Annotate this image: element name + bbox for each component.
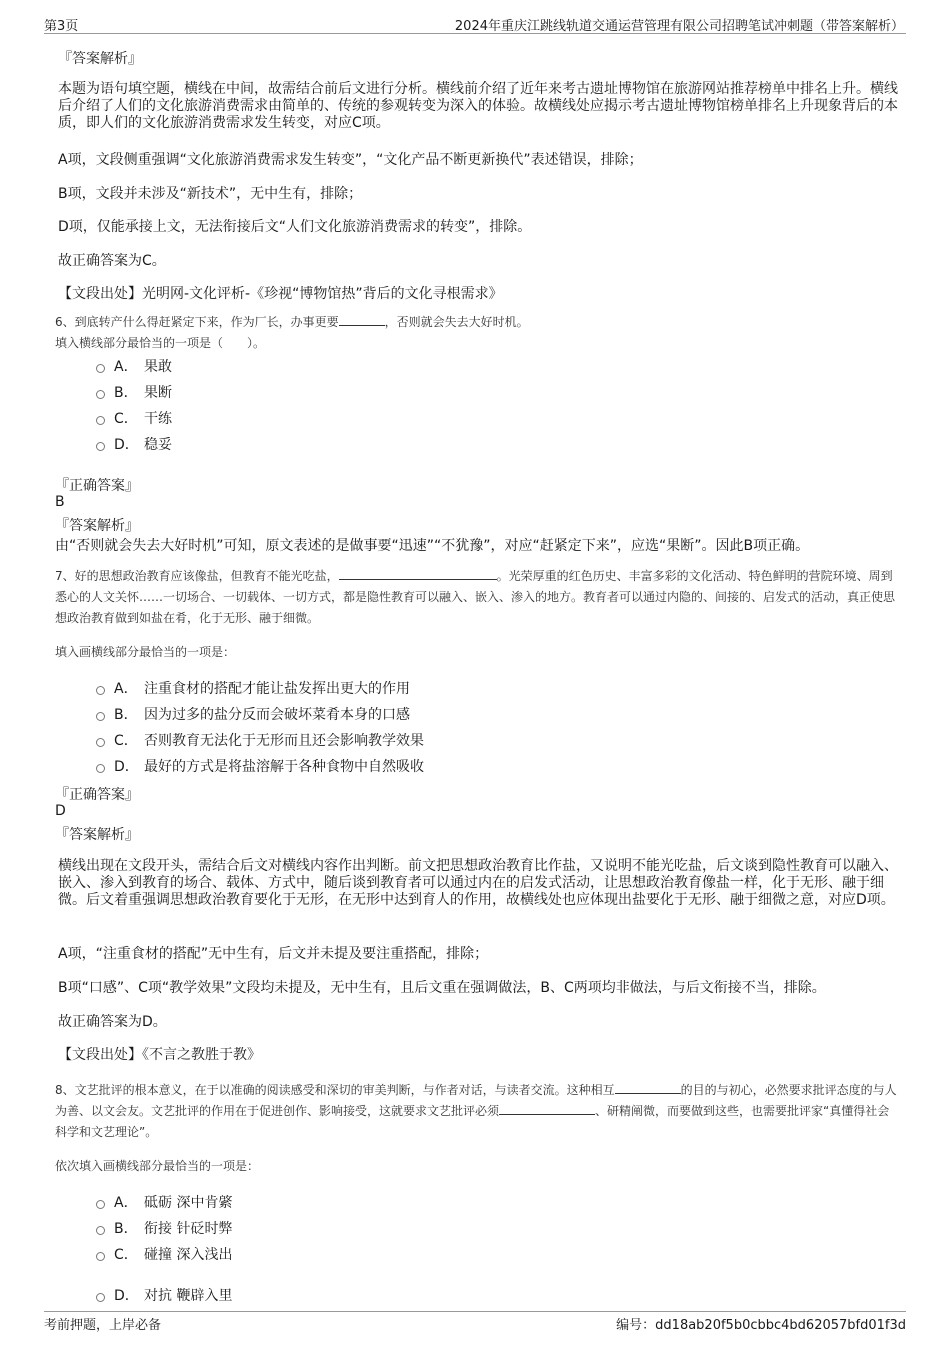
q5-analysis-p1: 本题为语句填空题，横线在中间，故需结合前后文进行分析。横线前介绍了近年来考古遗址博物馆在旅游网站推荐榜单中排名上升。横线后介绍了人们的文化旅游消费需求由简单的、传统的参观转变为深入的体验。故横线处应揭示考古遗址博物馆榜单排名上升现象背后的本质，即人们的文化旅游消费需求发生转变，对应C项。 <box>58 81 898 131</box>
q5-analysis-p2: A项，文段侧重强调“文化旅游消费需求发生转变”，“文化产品不断更新换代”表述错误，排除； <box>58 152 643 168</box>
q6-stem: 6、到底转产什么得赶紧定下来，作为厂长，办事更要 ，否则就会失去大好时机。 <box>55 312 900 333</box>
q6-option-b[interactable]: B． 果断 <box>96 382 172 402</box>
q5-analysis-label: 『答案解析』 <box>58 51 142 67</box>
radio-icon[interactable] <box>96 364 105 373</box>
q6-blank <box>339 312 385 326</box>
q6-correct-label: 『正确答案』 <box>55 478 139 494</box>
q6-instruction: 填入横线部分最恰当的一项是（ ）。 <box>55 336 266 350</box>
q8-option-c[interactable]: C． 碰撞 深入浅出 <box>96 1244 232 1264</box>
q8-option-d[interactable]: D． 对抗 鞭辟入里 <box>96 1285 232 1305</box>
page-number: 第3页 <box>44 19 79 34</box>
q7-option-a[interactable]: A． 注重食材的搭配才能让盐发挥出更大的作用 <box>96 678 410 698</box>
footer-divider <box>44 1311 906 1312</box>
q7-analysis-label: 『答案解析』 <box>55 827 139 843</box>
q5-analysis-p3: B项，文段并未涉及“新技术”，无中生有，排除； <box>58 186 363 202</box>
q7-instruction: 填入画横线部分最恰当的一项是： <box>55 645 236 659</box>
q7-analysis-p2: A项，“注重食材的搭配”无中生有，后文并未提及要注重搭配，排除； <box>58 946 489 962</box>
q6-option-a[interactable]: A． 果敢 <box>96 356 172 376</box>
radio-icon[interactable] <box>96 1252 105 1261</box>
q7-option-c[interactable]: C． 否则教育无法化于无形而且还会影响教学效果 <box>96 730 424 750</box>
q7-correct-answer: D <box>55 803 66 819</box>
footer-slogan: 考前押题，上岸必备 <box>44 1318 162 1333</box>
q7-correct-label: 『正确答案』 <box>55 787 139 803</box>
q6-analysis: 由“否则就会失去大好时机”可知，原文表述的是做事要“迅速”“不犹豫”，对应“赶紧定下来”，应选“果断”。因此B项正确。 <box>55 538 810 554</box>
document-title: 2024年重庆江跳线轨道交通运营管理有限公司招聘笔试冲刺题（带答案解析） <box>454 19 904 34</box>
q7-source: 【文段出处】《不言之教胜于教》 <box>58 1047 261 1063</box>
q6-analysis-label: 『答案解析』 <box>55 518 139 534</box>
q8-blank-2 <box>499 1101 595 1115</box>
q5-analysis-p4: D项，仅能承接上文，无法衔接后文“人们文化旅游消费需求的转变”，排除。 <box>58 219 532 235</box>
q8-blank-1 <box>615 1080 681 1094</box>
radio-icon[interactable] <box>96 1293 105 1302</box>
header-divider <box>44 33 906 34</box>
radio-icon[interactable] <box>96 686 105 695</box>
footer-doc-id: 编号：dd18ab20f5b0cbbc4bd62057bfd01f3d <box>616 1318 906 1333</box>
q6-option-d[interactable]: D． 稳妥 <box>96 434 172 454</box>
q7-analysis-p4: 故正确答案为D。 <box>58 1014 167 1030</box>
q7-analysis-p1: 横线出现在文段开头，需结合后文对横线内容作出判断。前文把思想政治教育比作盐，又说明不能光吃盐，后文谈到隐性教育可以融入、嵌入、渗入到教育的场合、载体、方式中，随后谈到教育者可以通过内在的启发式活动，让思想政治教育像盐一样，化于无形、融于细微。后文着重强调思想政治教育要化于无形，在无形中达到育人的作用，故横线处也应体现出盐要化于无形、融于细微之意，对应D项。 <box>58 858 898 908</box>
q8-option-a[interactable]: A． 砥砺 深中肯綮 <box>96 1192 232 1212</box>
radio-icon[interactable] <box>96 1200 105 1209</box>
q7-option-b[interactable]: B． 因为过多的盐分反而会破坏菜肴本身的口感 <box>96 704 410 724</box>
q6-option-c[interactable]: C． 干练 <box>96 408 172 428</box>
radio-icon[interactable] <box>96 416 105 425</box>
radio-icon[interactable] <box>96 390 105 399</box>
q7-stem: 7、好的思想政治教育应该像盐，但教育不能光吃盐， 。光荣厚重的红色历史、丰富多彩的文化活动、特色鲜明的营院环境、周到悉心的人文关怀……一切场合、一切载体、一切方式，都是隐性教育可以融入、嵌入、渗入的地方。教育者可以通过内隐的、间接的、启发式的活动，真正使思想政治教育做到如盐在肴，化于无形、融于细微。 <box>55 566 900 629</box>
radio-icon[interactable] <box>96 764 105 773</box>
radio-icon[interactable] <box>96 738 105 747</box>
radio-icon[interactable] <box>96 712 105 721</box>
q6-correct-answer: B <box>55 494 65 510</box>
q8-instruction: 依次填入画横线部分最恰当的一项是： <box>55 1159 260 1173</box>
radio-icon[interactable] <box>96 442 105 451</box>
q5-source: 【文段出处】光明网-文化评析-《珍视“博物馆热”背后的文化寻根需求》 <box>58 286 503 302</box>
q8-stem: 8、文艺批评的根本意义，在于以准确的阅读感受和深切的审美判断，与作者对话，与读者交流。这种相互 的目的与初心，必然要求批评态度的与人为善、以文会友。文艺批评的作用在于促进创作、影响接受，这就要求文艺批评必须 、研精阐微，而要做到这些，也需要批评家“真懂得社会科学和文艺理论”。 <box>55 1080 900 1143</box>
q7-analysis-p3: B项“口感”、C项“教学效果”文段均未提及，无中生有，且后文重在强调做法，B、C两项均非做法，与后文衔接不当，排除。 <box>58 980 826 996</box>
radio-icon[interactable] <box>96 1226 105 1235</box>
q7-blank <box>339 566 497 580</box>
q7-option-d[interactable]: D． 最好的方式是将盐溶解于各种食物中自然吸收 <box>96 756 424 776</box>
q5-analysis-p5: 故正确答案为C。 <box>58 253 166 269</box>
q8-option-b[interactable]: B． 衔接 针砭时弊 <box>96 1218 232 1238</box>
